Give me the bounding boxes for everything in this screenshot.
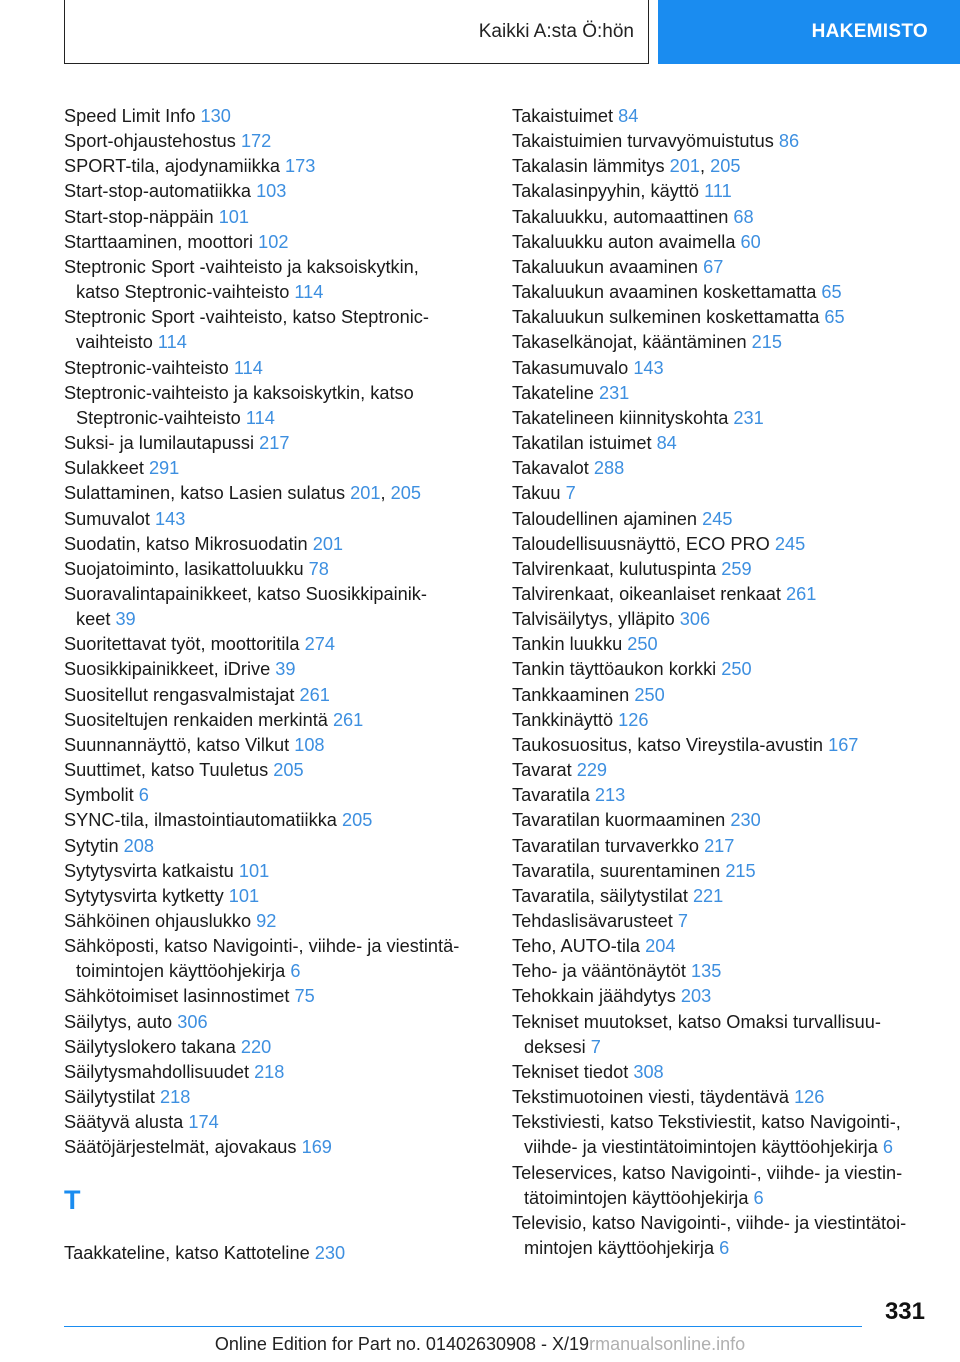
page-link[interactable]: 114 <box>233 357 263 378</box>
page-link[interactable]: 205 <box>390 483 421 504</box>
entry-term-continued: viihde- ja viestintätoimintojen käyttöohjekirja <box>524 1137 883 1158</box>
entry-term: Suosikkipainikkeet, iDrive <box>64 659 276 680</box>
entry-term: Takaluukku, automaattinen <box>512 206 734 227</box>
entry-term: Takaistuimien turvavyömuistutus <box>512 131 779 152</box>
entry-term: Takuu <box>512 483 566 504</box>
index-entry <box>64 481 494 506</box>
index-entry <box>512 657 932 682</box>
entry-term: Sulakkeet <box>64 458 149 479</box>
entry-term: Sulattaminen, katso Lasien sulatus <box>64 483 351 504</box>
page-link[interactable]: 231 <box>598 382 630 403</box>
index-entry <box>64 1035 494 1060</box>
page-link[interactable]: 135 <box>690 961 722 982</box>
entry-term: Tavaratilan turvaverkko <box>512 835 705 856</box>
entry-term: Start-stop-näppäin <box>64 206 219 227</box>
page-link[interactable]: 130 <box>200 106 231 126</box>
index-entry <box>512 230 932 255</box>
entry-term: Tavaratila, säilytystilat <box>512 885 693 906</box>
index-entry <box>64 733 494 758</box>
page-link[interactable]: 261 <box>299 684 330 705</box>
index-entry <box>512 104 932 129</box>
index-entry <box>64 834 494 859</box>
entry-term: Takaluukun sulkeminen koskettamatta <box>512 307 825 328</box>
page-link[interactable]: 261 <box>785 583 817 604</box>
index-list-left-t <box>64 1241 494 1266</box>
index-entry <box>64 381 494 431</box>
index-entry <box>512 1085 932 1110</box>
index-entry <box>512 305 932 330</box>
page-link[interactable]: 143 <box>633 357 664 378</box>
page-separator: , <box>700 156 711 177</box>
entry-term: Steptronic Sport -vaihteisto ja kaksoiskytkin, <box>64 256 419 277</box>
index-entry <box>512 532 932 557</box>
index-entry <box>64 1010 494 1035</box>
page-link[interactable]: 221 <box>692 885 724 906</box>
page-link[interactable]: 67 <box>703 256 724 277</box>
page-link[interactable]: 230 <box>730 810 761 831</box>
index-entry <box>64 129 494 154</box>
footer <box>0 1334 960 1355</box>
page-link[interactable]: 172 <box>240 131 272 152</box>
page-link[interactable]: 68 <box>733 206 754 227</box>
entry-term: Säilytyslokero takana <box>64 1036 241 1057</box>
page-link[interactable]: 213 <box>594 785 626 806</box>
entry-term: Televisio, katso Navigointi-, viihde- ja viestintätoi- <box>512 1212 907 1233</box>
index-entry <box>64 859 494 884</box>
index-entry <box>64 783 494 808</box>
index-entry <box>64 356 494 381</box>
page-separator: , <box>380 483 391 504</box>
index-entry <box>512 557 932 582</box>
index-entry <box>512 154 932 179</box>
entry-term: Tankin täyttöaukon korkki <box>512 659 722 680</box>
page-link[interactable]: 6 <box>882 1137 893 1158</box>
page-link[interactable]: 92 <box>256 911 277 931</box>
index-entry <box>64 557 494 582</box>
index-entry <box>64 205 494 230</box>
entry-term: Takaluukku auton avaimella <box>512 231 741 252</box>
entry-term: Sähköinen ohjauslukko <box>64 911 257 931</box>
index-entry <box>64 582 494 632</box>
index-entry <box>512 733 932 758</box>
page-link[interactable]: 7 <box>565 483 576 504</box>
page-link[interactable]: 308 <box>633 1061 664 1082</box>
index-list-right <box>512 104 932 1261</box>
page-link[interactable]: 78 <box>308 558 329 579</box>
index-entry <box>512 1161 932 1211</box>
page-link[interactable]: 215 <box>751 332 782 353</box>
index-entry <box>64 431 494 456</box>
index-entry <box>64 984 494 1009</box>
entry-term: Sähkötoimiset lasinnostimet <box>64 986 295 1007</box>
index-entry <box>64 532 494 557</box>
index-entry <box>512 834 932 859</box>
page-link[interactable]: 205 <box>710 156 741 177</box>
page-link[interactable]: 261 <box>332 709 364 730</box>
index-entry <box>64 1085 494 1110</box>
entry-term: Symbolit <box>64 785 139 806</box>
entry-term: Takalasinpyyhin, käyttö <box>512 181 705 202</box>
index-entry <box>64 1110 494 1135</box>
entry-term: Talvirenkaat, kulutuspinta <box>512 558 722 579</box>
entry-term: Suoritettavat työt, moottoritila <box>64 634 305 655</box>
entry-term: Teho- ja vääntönäytöt <box>512 961 691 982</box>
entry-term: Talvisäilytys, ylläpito <box>512 609 680 630</box>
entry-term: Sähköposti, katso Navigointi-, viihde- ja viestintä- <box>64 936 460 957</box>
page-link[interactable]: 259 <box>721 558 752 579</box>
page-link[interactable]: 250 <box>627 634 658 655</box>
page-link[interactable]: 65 <box>824 307 845 328</box>
entry-term: Tankkaaminen <box>512 684 635 705</box>
entry-term: SPORT-tila, ajodynamiikka <box>64 156 286 177</box>
index-entry <box>512 783 932 808</box>
entry-term-continued: keet <box>76 609 116 630</box>
entry-term: Sumuvalot <box>64 508 155 529</box>
page-link[interactable]: 126 <box>618 709 649 730</box>
page-link[interactable]: 230 <box>314 1242 346 1263</box>
index-entry <box>64 230 494 255</box>
page-link[interactable]: 291 <box>148 458 180 479</box>
index-entry <box>64 456 494 481</box>
index-entry <box>512 582 932 607</box>
entry-term: Takaluukun avaaminen koskettamatta <box>512 282 822 303</box>
entry-term: Tankin luukku <box>512 634 628 655</box>
index-entry <box>512 179 932 204</box>
index-entry <box>512 1010 932 1060</box>
entry-term: Steptronic-vaihteisto ja kaksoiskytkin, katso <box>64 382 414 403</box>
entry-term: Säilytysmahdollisuudet <box>64 1061 255 1082</box>
index-entry <box>512 1110 932 1160</box>
entry-term-continued: deksesi <box>524 1036 591 1057</box>
index-entry <box>64 255 494 305</box>
page-link[interactable]: 217 <box>704 835 735 856</box>
page-link[interactable]: 174 <box>188 1112 219 1133</box>
entry-term: Takaistuimet <box>512 106 619 126</box>
index-entry <box>512 984 932 1009</box>
index-entry <box>512 129 932 154</box>
page-link[interactable]: 101 <box>218 206 250 227</box>
entry-term: Tehdaslisävarusteet <box>512 911 678 931</box>
entry-term: Tavaratila <box>512 785 595 806</box>
page-link[interactable]: 306 <box>177 1011 208 1032</box>
page-link[interactable]: 84 <box>618 106 639 126</box>
page-link[interactable]: 143 <box>154 508 186 529</box>
index-entry <box>512 708 932 733</box>
page-link[interactable]: 114 <box>294 282 324 303</box>
page-link[interactable]: 201 <box>669 156 701 177</box>
index-entry <box>64 909 494 934</box>
entry-term: Speed Limit Info <box>64 106 201 126</box>
page-link[interactable]: 114 <box>245 407 275 428</box>
entry-term: Takaluukun avaaminen <box>512 256 704 277</box>
index-entry <box>512 481 932 506</box>
entry-term: Suodatin, katso Mikrosuodatin <box>64 533 313 554</box>
entry-term: Tekstimuotoinen viesti, täydentävä <box>512 1087 795 1108</box>
entry-term: Säilytystilat <box>64 1087 161 1108</box>
page-link[interactable]: 215 <box>725 860 756 881</box>
index-entry <box>64 632 494 657</box>
index-entry <box>64 758 494 783</box>
index-entry <box>512 683 932 708</box>
section-letter: T <box>64 1184 81 1215</box>
index-entry <box>64 884 494 909</box>
page-link[interactable]: 39 <box>115 609 136 630</box>
index-entry <box>64 934 494 984</box>
entry-term: Takavalot <box>512 458 594 479</box>
index-entry <box>512 607 932 632</box>
entry-term: Taloudellinen ajaminen <box>512 508 703 529</box>
index-entry <box>64 1135 494 1160</box>
entry-term: Talvirenkaat, oikeanlaiset renkaat <box>512 583 786 604</box>
page-link[interactable]: 205 <box>341 810 373 831</box>
page-link[interactable]: 126 <box>794 1087 825 1108</box>
page-link[interactable]: 203 <box>680 986 712 1007</box>
page-link[interactable]: 201 <box>312 533 344 554</box>
page-link[interactable]: 114 <box>157 332 187 353</box>
entry-term: Starttaaminen, moottori <box>64 231 259 252</box>
entry-term: Sytytysvirta katkaistu <box>64 860 239 881</box>
entry-term: Teleservices, katso Navigointi-, viihde- ja viestin- <box>512 1162 903 1183</box>
page-link[interactable]: 218 <box>160 1087 191 1108</box>
page-link[interactable]: 231 <box>733 407 764 428</box>
index-entry <box>64 708 494 733</box>
index-column-left <box>64 104 494 1266</box>
index-entry <box>64 683 494 708</box>
page-link[interactable]: 288 <box>593 458 625 479</box>
entry-term: Taukosuositus, katso Vireystila-avustin <box>512 734 829 755</box>
entry-term-continued: toimintojen käyttöohjekirja <box>76 961 291 982</box>
index-list-left <box>64 104 494 1161</box>
index-entry <box>512 808 932 833</box>
entry-term: Suojatoiminto, lasikattoluukku <box>64 558 309 579</box>
page-link[interactable]: 39 <box>275 659 296 680</box>
entry-term: Steptronic-vaihteisto <box>64 357 234 378</box>
index-entry <box>64 657 494 682</box>
chapter-title: Kaikki A:sta Ö:hön <box>478 20 634 42</box>
entry-term: Tavarat <box>512 760 577 781</box>
entry-term-continued: mintojen käyttöohjekirja <box>524 1238 720 1259</box>
index-entry <box>64 154 494 179</box>
index-entry <box>64 1241 494 1266</box>
entry-term: Tehokkain jäähdytys <box>512 986 681 1007</box>
section-tab[interactable] <box>658 0 960 64</box>
index-entry <box>512 356 932 381</box>
entry-term: Sytytin <box>64 835 124 856</box>
entry-term: Takaselkänojat, kääntäminen <box>512 332 752 353</box>
page-link[interactable]: 84 <box>656 433 677 454</box>
entry-term-continued: katso Steptronic-vaihteisto <box>76 282 295 303</box>
index-entry <box>512 884 932 909</box>
page-link[interactable]: 65 <box>821 282 842 303</box>
entry-term-continued: Steptronic-vaihteisto <box>76 407 246 428</box>
index-entry <box>64 808 494 833</box>
page-link[interactable]: 169 <box>301 1137 332 1158</box>
page-link[interactable]: 101 <box>228 885 260 906</box>
entry-term: Suoravalintapainikkeet, katso Suosikkipainik- <box>64 583 427 604</box>
entry-term: Sport-ohjaustehostus <box>64 131 241 152</box>
entry-term: SYNC-tila, ilmastointiautomatiikka <box>64 810 342 831</box>
index-entry <box>64 507 494 532</box>
entry-term: Takalasin lämmitys <box>512 156 670 177</box>
index-entry <box>512 1060 932 1085</box>
index-entry <box>512 1211 932 1261</box>
entry-term: Suksi- ja lumilautapussi <box>64 433 260 454</box>
page-link[interactable]: 86 <box>778 131 800 152</box>
index-entry <box>64 1060 494 1085</box>
page-link[interactable]: 217 <box>259 433 290 454</box>
index-entry <box>512 381 932 406</box>
index-entry <box>64 104 494 129</box>
index-entry <box>64 305 494 355</box>
entry-term: Taloudellisuusnäyttö, ECO PRO <box>512 533 775 554</box>
entry-term: Takatilan istuimet <box>512 433 657 454</box>
index-entry <box>512 909 932 934</box>
entry-term: Tekniset tiedot <box>512 1061 634 1082</box>
page-link[interactable]: 245 <box>702 508 733 529</box>
page-number: 331 <box>884 1298 925 1325</box>
index-entry <box>512 431 932 456</box>
index-entry <box>512 280 932 305</box>
index-entry <box>512 205 932 230</box>
page-link[interactable]: 208 <box>123 835 154 856</box>
page-link[interactable]: 7 <box>677 911 688 931</box>
page-link[interactable]: 103 <box>256 181 287 202</box>
page-link[interactable]: 6 <box>753 1187 764 1208</box>
entry-term-continued: vaihteisto <box>76 332 158 353</box>
footer-watermark: rmanualsonline.info <box>589 1334 746 1354</box>
index-entry <box>512 255 932 280</box>
page-link[interactable]: 201 <box>350 483 381 504</box>
entry-term: Teho, AUTO-tila <box>512 936 646 957</box>
index-entry <box>512 859 932 884</box>
entry-term: Säätyvä alusta <box>64 1112 189 1133</box>
page-link[interactable]: 167 <box>828 734 859 755</box>
page-link[interactable]: 6 <box>290 961 301 982</box>
entry-term: Steptronic Sport -vaihteisto, katso Steptronic- <box>64 307 429 328</box>
index-entry <box>512 632 932 657</box>
section-title: HAKEMISTO <box>811 21 928 42</box>
entry-term: Tavaratila, suurentaminen <box>512 860 726 881</box>
page-link[interactable]: 229 <box>576 760 608 781</box>
page-link[interactable]: 173 <box>285 156 316 177</box>
entry-term: Tekstiviesti, katso Tekstiviestit, katso Navigointi-, <box>512 1112 901 1133</box>
entry-term: Suositellut rengasvalmistajat <box>64 684 300 705</box>
entry-term: Suuttimet, katso Tuuletus <box>64 760 274 781</box>
entry-term: Sytytysvirta kytketty <box>64 885 229 906</box>
entry-term: Takateline <box>512 382 599 403</box>
page-link[interactable]: 75 <box>294 986 315 1007</box>
entry-term: Tavaratilan kuormaaminen <box>512 810 731 831</box>
entry-term: Säilytys, auto <box>64 1011 178 1032</box>
page-link[interactable]: 245 <box>774 533 806 554</box>
page-link[interactable]: 60 <box>740 231 761 252</box>
footer-divider <box>64 1326 862 1327</box>
page-link[interactable]: 274 <box>304 634 335 655</box>
page-link[interactable]: 111 <box>704 181 732 202</box>
index-entry <box>64 179 494 204</box>
entry-term: Takasumuvalo <box>512 357 634 378</box>
page-link[interactable]: 250 <box>721 659 752 680</box>
chapter-tab[interactable] <box>64 0 649 64</box>
page-link[interactable]: 218 <box>254 1061 285 1082</box>
page-link[interactable]: 306 <box>679 609 711 630</box>
index-entry <box>512 934 932 959</box>
index-column-right <box>512 104 932 1261</box>
index-entry <box>512 507 932 532</box>
page-link[interactable]: 108 <box>294 734 325 755</box>
index-entry <box>512 330 932 355</box>
index-entry <box>512 456 932 481</box>
entry-term: Takatelineen kiinnityskohta <box>512 407 734 428</box>
entry-term: Taakkateline, katso Kattoteline <box>64 1242 315 1263</box>
page-link[interactable]: 102 <box>258 231 289 252</box>
page-link[interactable]: 6 <box>138 785 149 806</box>
index-entry <box>512 758 932 783</box>
entry-term-continued: tätoimintojen käyttöohjekirja <box>524 1187 754 1208</box>
index-entry <box>512 959 932 984</box>
entry-term: Start-stop-automatiikka <box>64 181 257 202</box>
entry-term: Säätöjärjestelmät, ajovakaus <box>64 1137 302 1158</box>
footer-edition: Online Edition for Part no. 01402630908 - X/19 <box>214 1334 590 1354</box>
entry-term: Suositeltujen renkaiden merkintä <box>64 709 333 730</box>
index-entry <box>512 406 932 431</box>
entry-term: Tankkinäyttö <box>512 709 619 730</box>
page-link[interactable]: 6 <box>719 1238 730 1259</box>
entry-term: Tekniset muutokset, katso Omaksi turvallisuu- <box>512 1011 881 1032</box>
page-link[interactable]: 205 <box>273 760 304 781</box>
page-link[interactable]: 204 <box>645 936 676 957</box>
page-link[interactable]: 7 <box>590 1036 601 1057</box>
page-link[interactable]: 250 <box>634 684 665 705</box>
entry-term: Suunnannäyttö, katso Vilkut <box>64 734 295 755</box>
page-link[interactable]: 101 <box>238 860 270 881</box>
page-link[interactable]: 220 <box>240 1036 272 1057</box>
